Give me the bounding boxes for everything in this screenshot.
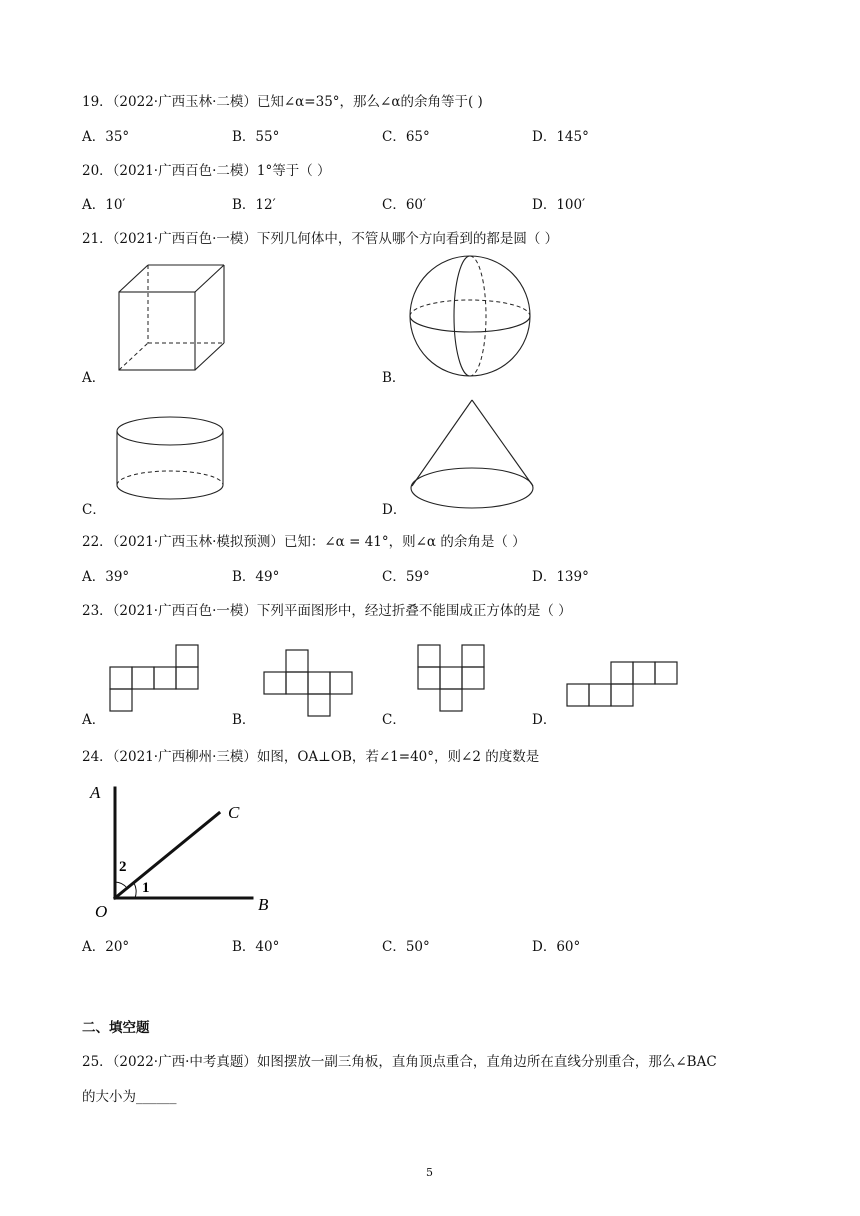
sphere-figure (405, 253, 535, 379)
question-20-stem: 20．（2021·广西百色·二模）1°等于（ ） (82, 163, 331, 179)
section-title-fill-in: 二、填空题 (82, 1020, 150, 1036)
net-figure-d (565, 660, 683, 710)
q24-option-c: C．50° (382, 939, 430, 955)
question-24-stem: 24．（2021·广西柳州·三模）如图，OA⊥OB，若∠1=40°，则∠2 的度数是 (82, 749, 540, 765)
q22-option-a: A．39° (82, 569, 130, 585)
label-c: C (228, 803, 240, 822)
net-figure-a (108, 643, 200, 713)
net-figure-c (416, 643, 488, 715)
angle-1-label: 1 (142, 880, 150, 896)
label-o: O (95, 902, 108, 920)
q23-label-c: C． (382, 712, 406, 728)
q21-label-a: A． (82, 370, 106, 386)
q21-label-b: B． (382, 370, 406, 386)
cube-figure (116, 262, 231, 374)
q20-option-c: C．60′ (382, 197, 427, 213)
q24-option-d: D．60° (532, 939, 581, 955)
cone-figure (406, 396, 538, 512)
question-22-stem: 22．（2021·广西玉林·模拟预测）已知：∠α = 41°，则∠α 的余角是（ ） (82, 534, 526, 550)
q22-option-c: C．59° (382, 569, 430, 585)
q24-option-a: A．20° (82, 939, 130, 955)
page-number: 5 (426, 1166, 433, 1179)
label-a: A (90, 783, 101, 802)
q23-label-d: D． (532, 712, 557, 728)
q20-option-d: D．100′ (532, 197, 586, 213)
question-25-line-1: 25．（2022·广西·中考真题）如图摆放一副三角板，直角顶点重合，直角边所在直线分别重合，那么∠BAC (82, 1054, 717, 1070)
cylinder-figure (113, 413, 227, 505)
q24-option-b: B．40° (232, 939, 280, 955)
net-figure-b (262, 648, 354, 718)
q20-option-a: A．10′ (82, 197, 126, 213)
q20-option-b: B．12′ (232, 197, 276, 213)
q23-label-a: A． (82, 712, 106, 728)
angle-figure (82, 778, 282, 920)
q23-label-b: B． (232, 712, 256, 728)
q22-option-b: B．49° (232, 569, 280, 585)
question-21-stem: 21．（2021·广西百色·一模）下列几何体中，不管从哪个方向看到的都是圆（ ） (82, 231, 559, 247)
angle-2-label: 2 (119, 859, 127, 875)
q19-option-a: A．35° (82, 129, 130, 145)
question-25-line-2: 的大小为______ (82, 1089, 177, 1105)
question-19-stem: 19．（2022·广西玉林·二模）已知∠α=35°，那么∠α的余角等于( ) (82, 94, 483, 110)
q19-option-b: B．55° (232, 129, 280, 145)
q21-label-c: C． (82, 502, 106, 518)
q22-option-d: D．139° (532, 569, 589, 585)
question-23-stem: 23．（2021·广西百色·一模）下列平面图形中，经过折叠不能围成正方体的是（ ） (82, 603, 572, 619)
q21-label-d: D． (382, 502, 407, 518)
label-b: B (258, 895, 269, 914)
q19-option-c: C．65° (382, 129, 430, 145)
q19-option-d: D．145° (532, 129, 589, 145)
